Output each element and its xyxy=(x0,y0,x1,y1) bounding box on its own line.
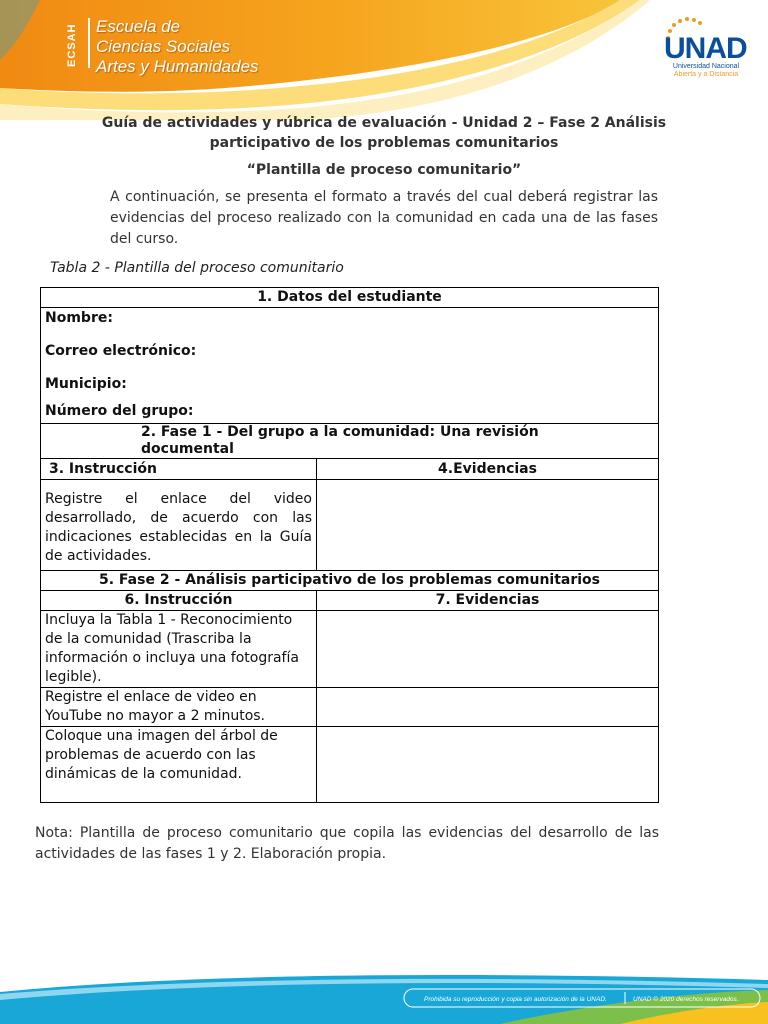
column-instruction-3: 3. Instrucción xyxy=(41,459,317,480)
table-row xyxy=(41,288,659,308)
table-row xyxy=(41,611,659,688)
field-group-label: Número del grupo: xyxy=(45,403,194,419)
section-phase2: 5. Fase 2 - Análisis participativo de los problemas comunitarios xyxy=(41,571,659,591)
table-row xyxy=(41,727,659,803)
table-row xyxy=(41,308,659,424)
table-row xyxy=(41,459,659,480)
footer-copyright: UNAD © 2020 derechos reservados. xyxy=(633,996,739,1003)
table-row xyxy=(41,571,659,591)
unad-logo xyxy=(656,14,752,84)
process-template-table xyxy=(40,287,659,803)
field-email-label: Correo electrónico: xyxy=(45,343,197,359)
evidence-cell[interactable] xyxy=(317,727,659,803)
table-row xyxy=(41,591,659,611)
logo-subtitle-1: Universidad Nacional xyxy=(672,63,740,70)
school-abbreviation: ECSAH xyxy=(66,23,78,67)
column-evidence-4: 4.Evidencias xyxy=(317,459,659,480)
section-phase1: 2. Fase 1 - Del grupo a la comunidad: Una revisión documental xyxy=(41,424,659,459)
student-fields-cell xyxy=(41,308,659,424)
evidence-cell[interactable] xyxy=(317,480,659,571)
table-note: Nota: Plantilla de proceso comunitario que copila las evidencias del desarrollo de las actividades de las fases 1 y 2. Elaboración propia. xyxy=(35,825,659,862)
table-row xyxy=(41,424,659,459)
header-divider xyxy=(88,18,90,68)
evidence-cell[interactable] xyxy=(317,611,659,688)
column-evidence-7: 7. Evidencias xyxy=(317,591,659,611)
footer-notice: Prohibida su reproducción y copia sin autorización de la UNAD. xyxy=(424,996,607,1003)
column-instruction-6: 6. Instrucción xyxy=(41,591,317,611)
school-name: Escuela de Ciencias Sociales Artes y Humanidades xyxy=(96,17,259,76)
evidence-cell[interactable] xyxy=(317,688,659,727)
logo-subtitle-2: Abierta y a Distancia xyxy=(673,71,739,78)
instruction-youtube: Registre el enlace de video en YouTube no mayor a 2 minutos. xyxy=(41,688,317,727)
table-row xyxy=(41,688,659,727)
document-title: Guía de actividades y rúbrica de evaluación - Unidad 2 – Fase 2 Análisis participativo de los problemas comunitarios xyxy=(101,115,667,151)
field-name-label: Nombre: xyxy=(45,310,113,326)
logo-wordmark: UNAD xyxy=(664,32,747,65)
section-student-data: 1. Datos del estudiante xyxy=(41,288,659,308)
table-row xyxy=(41,480,659,571)
instruction-table1: Incluya la Tabla 1 - Reconocimiento de la comunidad (Trascriba la información o incluya una fotografía legible). xyxy=(41,611,317,688)
table-caption: Tabla 2 - Plantilla del proceso comunitario xyxy=(50,260,344,276)
document-subtitle: “Plantilla de proceso comunitario” xyxy=(246,162,522,178)
instruction-problem-tree: Coloque una imagen del árbol de problemas de acuerdo con las dinámicas de la comunidad. xyxy=(41,727,317,803)
instruction-video-link: Registre el enlace del video desarrollado, de acuerdo con las indicaciones establecidas en la Guía de actividades. xyxy=(41,480,317,571)
intro-paragraph: A continuación, se presenta el formato a través del cual deberá registrar las evidencias del proceso realizado con la comunidad en cada una de las fases del curso. xyxy=(110,189,658,247)
field-municipality-label: Municipio: xyxy=(45,376,127,392)
